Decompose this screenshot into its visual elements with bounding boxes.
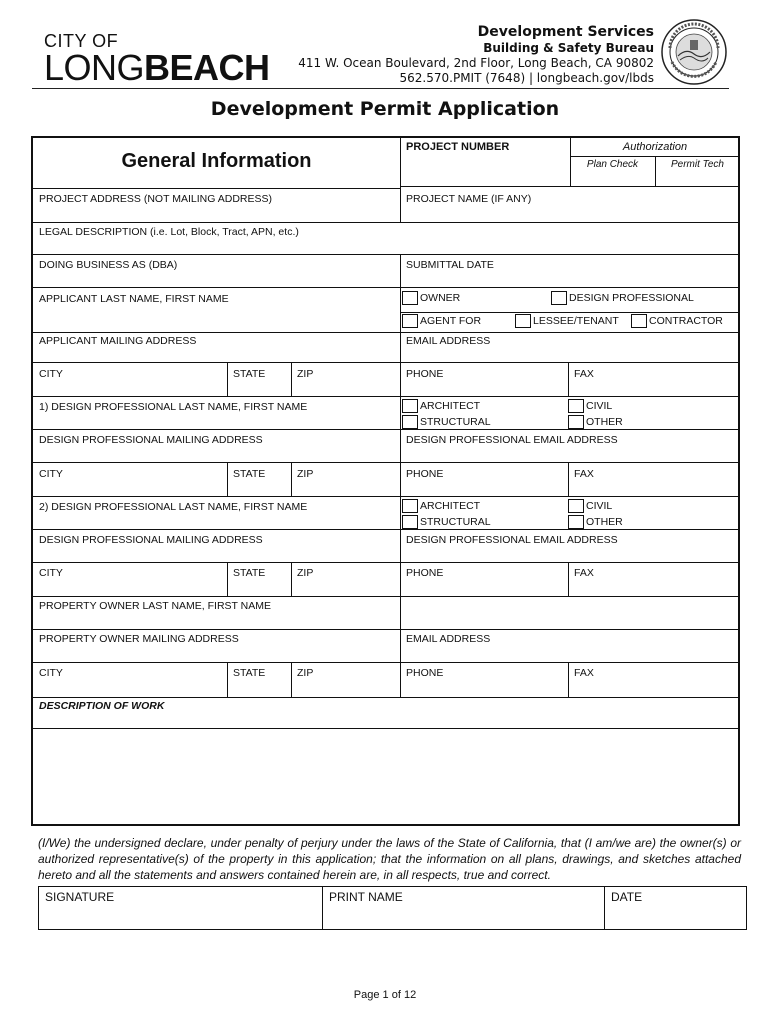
owner-fax-field[interactable]: FAX <box>574 667 594 679</box>
owner-label: OWNER <box>420 292 461 304</box>
dp1-fax-field[interactable]: FAX <box>574 468 594 480</box>
dp2-architect-checkbox[interactable] <box>402 499 480 513</box>
dp1-name-field[interactable]: 1) DESIGN PROFESSIONAL LAST NAME, FIRST NAME <box>39 401 308 413</box>
dept-title: Development Services <box>477 24 654 40</box>
applicant-email-field[interactable]: EMAIL ADDRESS <box>406 335 491 347</box>
architect-label: ARCHITECT <box>420 500 481 512</box>
page-title: Development Permit Application <box>210 98 560 120</box>
signature-field[interactable]: SIGNATURE <box>45 890 115 904</box>
checkbox-box[interactable] <box>568 499 584 513</box>
dp1-architect-checkbox[interactable] <box>402 399 480 413</box>
checkbox-box[interactable] <box>515 314 531 328</box>
lessee-tenant-checkbox[interactable] <box>515 314 619 328</box>
design-professional-label: DESIGN PROFESSIONAL <box>569 292 694 304</box>
owner-zip-field[interactable]: ZIP <box>297 667 314 679</box>
dp2-mailing-field[interactable]: DESIGN PROFESSIONAL MAILING ADDRESS <box>39 534 263 546</box>
contractor-checkbox[interactable] <box>631 314 723 328</box>
other-label: OTHER <box>586 416 623 428</box>
applicant-phone-field[interactable]: PHONE <box>406 368 444 380</box>
structural-label: STRUCTURAL <box>420 516 491 528</box>
legal-description-field[interactable]: LEGAL DESCRIPTION (i.e. Lot, Block, Tract, APN, etc.) <box>39 226 299 238</box>
dp2-fax-field[interactable]: FAX <box>574 567 594 579</box>
description-of-work-textarea[interactable] <box>33 729 738 824</box>
declaration-text: (I/We) the undersigned declare, under penalty of perjury under the laws of the State of California, that (I am/we are) the owner(s) or authorized representative(s) of the property in this application; that the information on all plans, drawings, and sketches attached hereto and all the statements and answers contained herein are, in all respects, true and correct. <box>38 836 741 882</box>
dp1-phone-field[interactable]: PHONE <box>406 468 444 480</box>
checkbox-box[interactable] <box>631 314 647 328</box>
header-divider <box>32 88 729 89</box>
checkbox-box[interactable] <box>402 314 418 328</box>
logo-city-of: CITY OF <box>44 31 119 51</box>
checkbox-box[interactable] <box>568 515 584 529</box>
checkbox-box[interactable] <box>402 415 418 429</box>
contractor-label: CONTRACTOR <box>649 315 723 327</box>
checkbox-box[interactable] <box>568 399 584 413</box>
dept-address: 411 W. Ocean Boulevard, 2nd Floor, Long Beach, CA 90802 <box>298 56 654 70</box>
agent-for-label: AGENT FOR <box>420 315 482 327</box>
dp1-zip-field[interactable]: ZIP <box>297 468 314 480</box>
dp1-mailing-field[interactable]: DESIGN PROFESSIONAL MAILING ADDRESS <box>39 434 263 446</box>
dp2-civil-checkbox[interactable] <box>568 499 612 513</box>
logo-long: LONG <box>44 47 145 88</box>
structural-label: STRUCTURAL <box>420 416 491 428</box>
owner-email-field[interactable]: EMAIL ADDRESS <box>406 633 491 645</box>
dp2-zip-field[interactable]: ZIP <box>297 567 314 579</box>
project-address-field[interactable]: PROJECT ADDRESS (NOT MAILING ADDRESS) <box>39 193 272 205</box>
logo-long-beach <box>44 47 270 88</box>
dp1-email-field[interactable]: DESIGN PROFESSIONAL EMAIL ADDRESS <box>406 434 618 446</box>
dp2-other-checkbox[interactable] <box>568 515 623 529</box>
dp1-structural-checkbox[interactable] <box>402 415 491 429</box>
city-seal-icon <box>660 18 728 86</box>
general-information-form <box>31 136 740 826</box>
section-title: General Information <box>121 150 312 172</box>
applicant-zip-field[interactable]: ZIP <box>297 368 314 380</box>
applicant-city-field[interactable]: CITY <box>39 368 63 380</box>
design-professional-checkbox[interactable] <box>551 291 694 305</box>
department-block <box>298 24 654 85</box>
date-field[interactable]: DATE <box>611 890 643 904</box>
dp2-structural-checkbox[interactable] <box>402 515 491 529</box>
dp2-phone-field[interactable]: PHONE <box>406 567 444 579</box>
plan-check-label: Plan Check <box>586 159 639 170</box>
checkbox-box[interactable] <box>402 399 418 413</box>
project-number-label: PROJECT NUMBER <box>406 141 510 153</box>
owner-name-field[interactable]: PROPERTY OWNER LAST NAME, FIRST NAME <box>39 600 272 612</box>
dp2-state-field[interactable]: STATE <box>233 567 266 579</box>
agent-for-checkbox[interactable] <box>402 314 481 328</box>
civil-label: CIVIL <box>586 500 613 512</box>
bureau-name: Building & Safety Bureau <box>483 41 654 55</box>
city-logo <box>44 32 270 86</box>
applicant-mailing-field[interactable]: APPLICANT MAILING ADDRESS <box>39 335 197 347</box>
applicant-name-field[interactable]: APPLICANT LAST NAME, FIRST NAME <box>39 293 229 305</box>
logo-beach: BEACH <box>144 47 270 88</box>
dp2-email-field[interactable]: DESIGN PROFESSIONAL EMAIL ADDRESS <box>406 534 618 546</box>
applicant-state-field[interactable]: STATE <box>233 368 266 380</box>
civil-label: CIVIL <box>586 400 613 412</box>
checkbox-box[interactable] <box>402 291 418 305</box>
other-label: OTHER <box>586 516 623 528</box>
dp1-state-field[interactable]: STATE <box>233 468 266 480</box>
owner-mailing-field[interactable]: PROPERTY OWNER MAILING ADDRESS <box>39 633 239 645</box>
applicant-fax-field[interactable]: FAX <box>574 368 594 380</box>
checkbox-box[interactable] <box>402 515 418 529</box>
dp1-civil-checkbox[interactable] <box>568 399 612 413</box>
checkbox-box[interactable] <box>551 291 567 305</box>
lessee-tenant-label: LESSEE/TENANT <box>533 315 619 327</box>
print-name-field[interactable]: PRINT NAME <box>329 890 403 904</box>
project-name-field[interactable]: PROJECT NAME (IF ANY) <box>406 193 532 205</box>
checkbox-box[interactable] <box>402 499 418 513</box>
dp1-city-field[interactable]: CITY <box>39 468 63 480</box>
owner-checkbox[interactable] <box>402 291 460 305</box>
page-number: Page 1 of 12 <box>353 989 417 1001</box>
signature-table <box>38 886 747 930</box>
permit-tech-label: Permit Tech <box>671 159 724 170</box>
dept-contact: 562.570.PMIT (7648) | longbeach.gov/lbds <box>399 71 654 85</box>
authorization-label: Authorization <box>622 141 688 153</box>
dp2-city-field[interactable]: CITY <box>39 567 63 579</box>
dba-field[interactable]: DOING BUSINESS AS (DBA) <box>39 259 178 271</box>
owner-city-field[interactable]: CITY <box>39 667 63 679</box>
owner-phone-field[interactable]: PHONE <box>406 667 444 679</box>
architect-label: ARCHITECT <box>420 400 481 412</box>
owner-state-field[interactable]: STATE <box>233 667 266 679</box>
description-of-work-label: DESCRIPTION OF WORK <box>39 700 165 712</box>
dp2-name-field[interactable]: 2) DESIGN PROFESSIONAL LAST NAME, FIRST NAME <box>39 501 308 513</box>
submittal-date-field[interactable]: SUBMITTAL DATE <box>406 259 494 271</box>
checkbox-box[interactable] <box>568 415 584 429</box>
dp1-other-checkbox[interactable] <box>568 415 623 429</box>
